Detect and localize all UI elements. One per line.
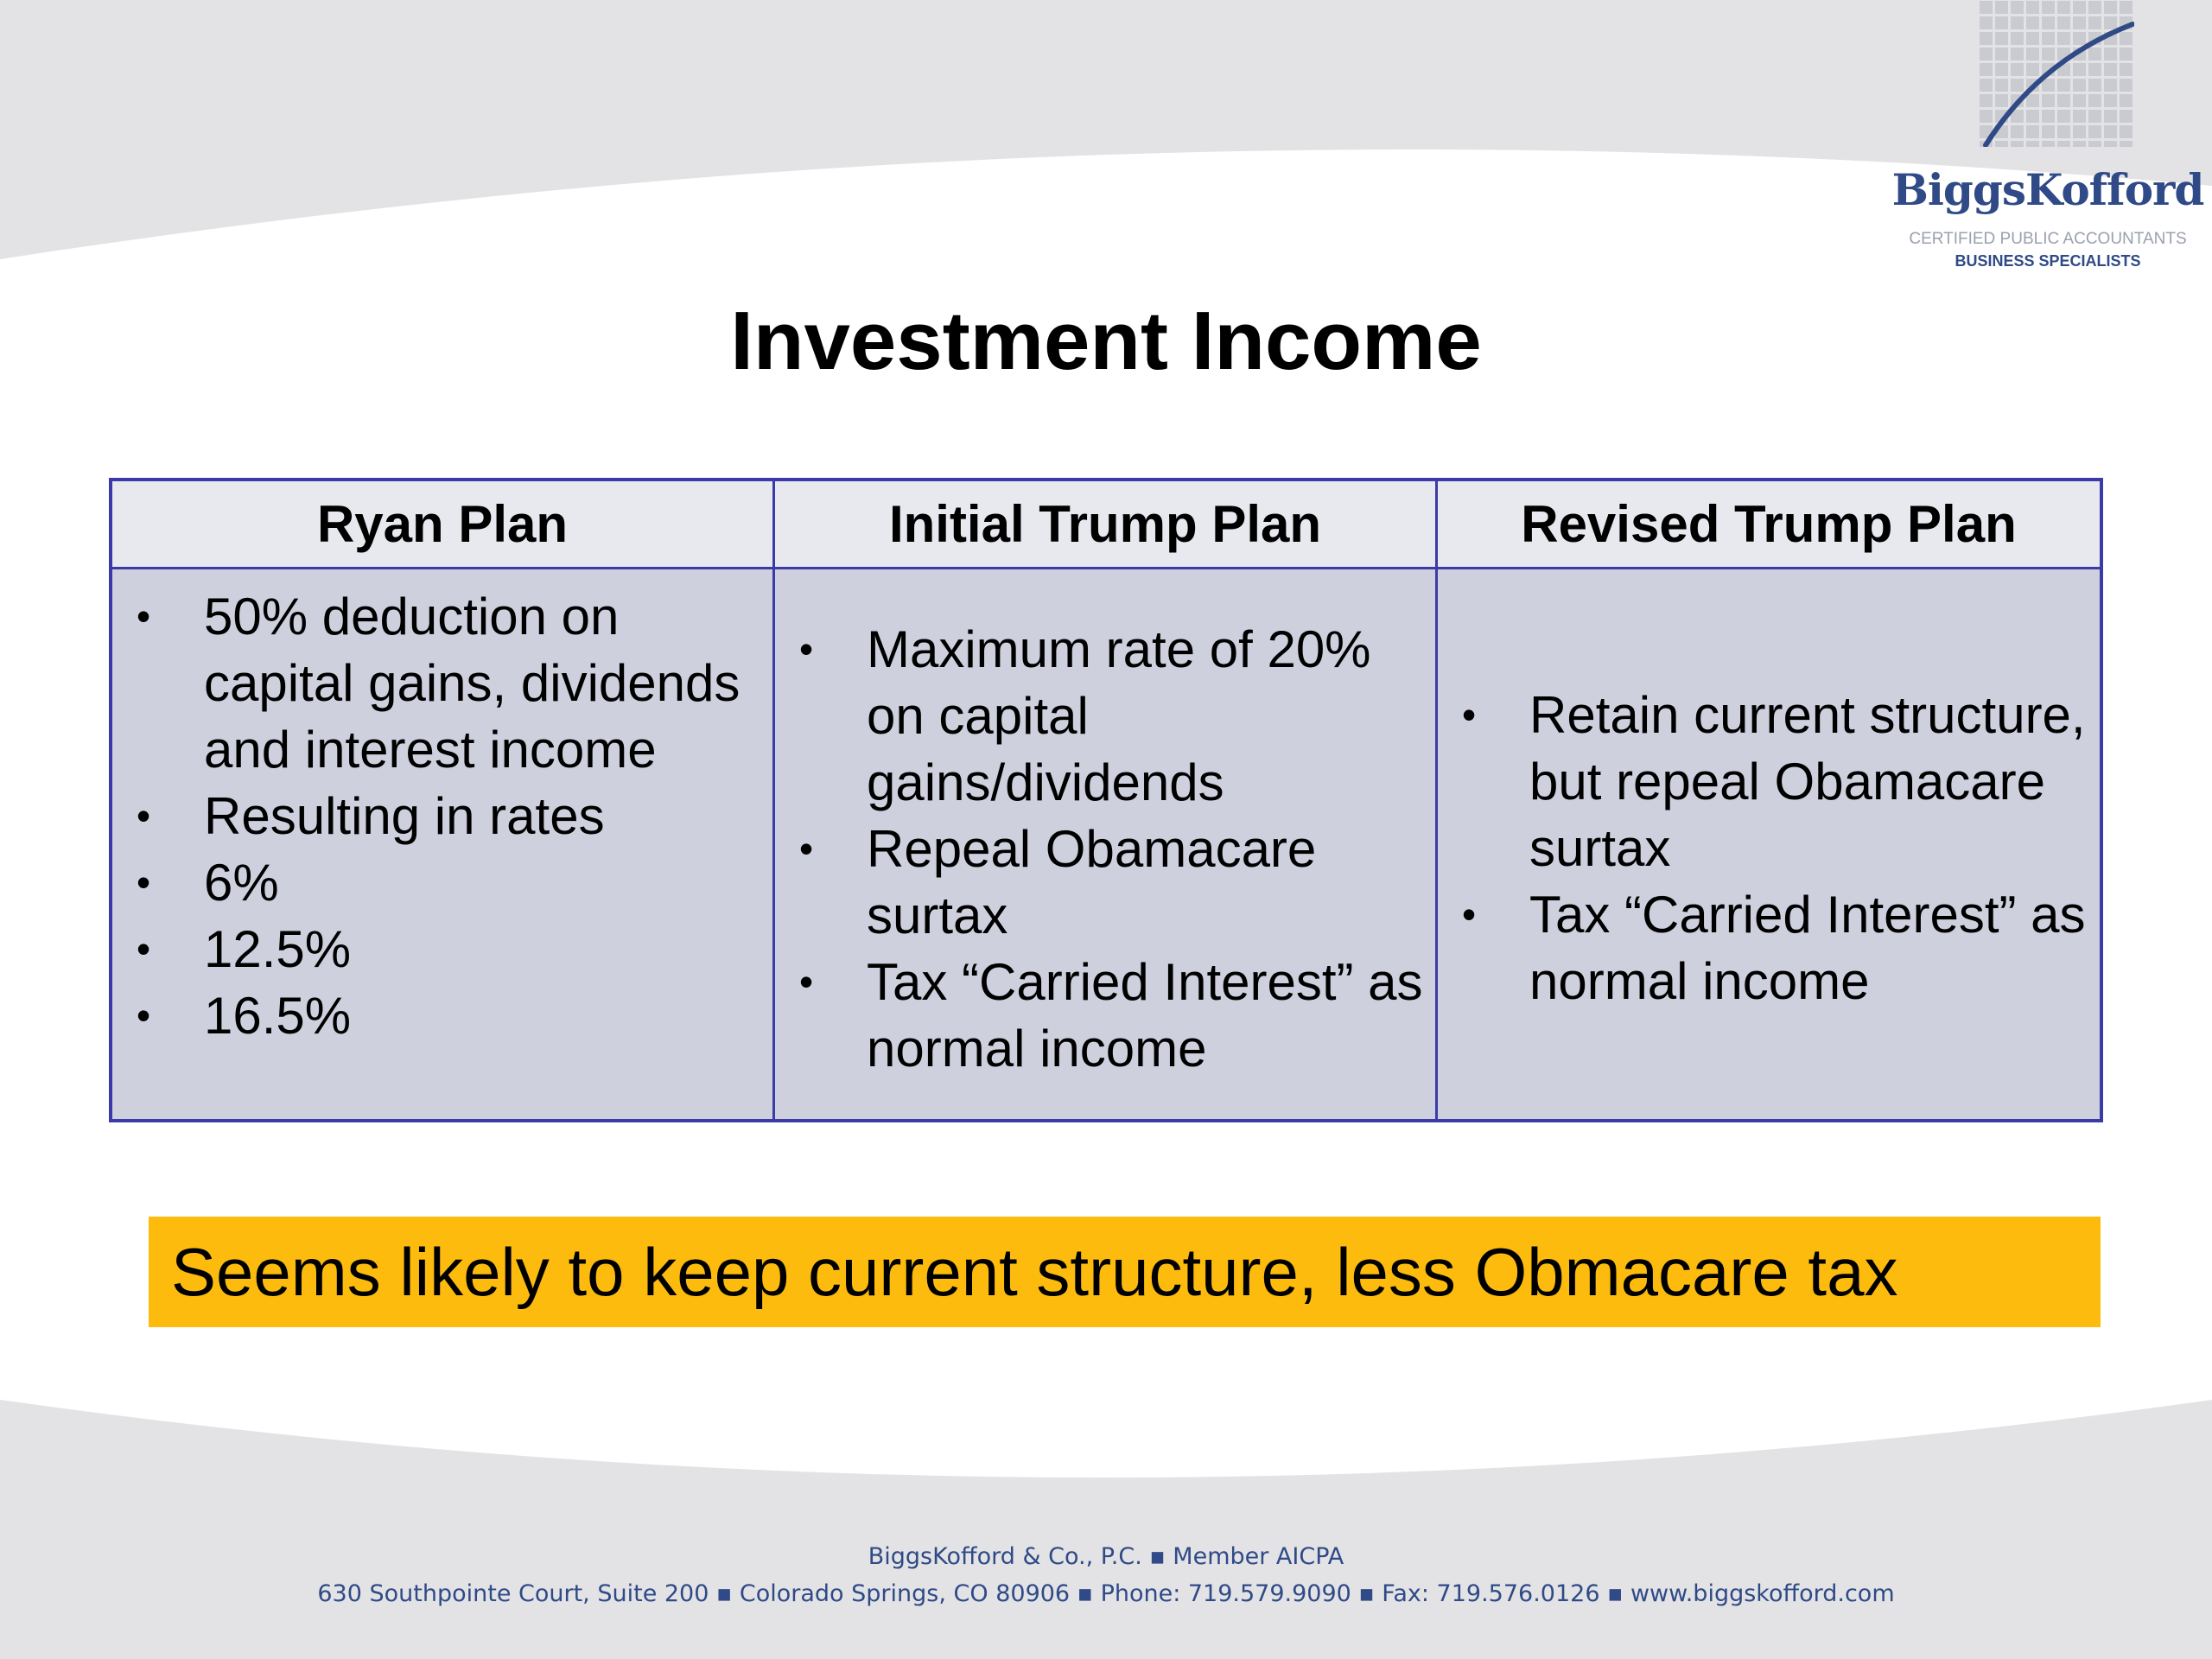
bullet-icon: • xyxy=(137,793,151,838)
list-item: • Tax “Carried Interest” as normal income xyxy=(867,949,1428,1082)
list-item: • 50% deduction on capital gains, dividends and interest income xyxy=(204,583,766,783)
plan-comparison-table xyxy=(109,478,2103,1122)
ryan-plan-cell xyxy=(112,569,775,1119)
company-logo xyxy=(1884,0,2212,276)
logo-grid-icon xyxy=(1979,0,2134,147)
footer-swoosh xyxy=(0,1382,2212,1659)
sub-list-item: • 12.5% xyxy=(93,916,766,982)
bullet-icon: • xyxy=(1462,692,1477,737)
logo-subtagline: BUSINESS SPECIALISTS xyxy=(1955,252,2141,270)
sub-list-item: • 6% xyxy=(93,849,766,916)
logo-tagline: CERTIFIED PUBLIC ACCOUNTANTS xyxy=(1909,230,2187,248)
bullet-icon: • xyxy=(137,993,151,1038)
bullet-icon: • xyxy=(137,594,151,639)
sub-list-item: • 16.5% xyxy=(93,982,766,1049)
footer-company-line: BiggsKofford & Co., P.C. ▪ Member AICPA xyxy=(868,1543,1344,1570)
bullet-icon: • xyxy=(799,826,814,871)
initial-trump-plan-bullets xyxy=(799,616,1428,1082)
revised-trump-plan-bullets xyxy=(1462,682,2091,1014)
bullet-icon: • xyxy=(137,926,151,971)
ryan-plan-bullets xyxy=(137,583,766,1049)
bullet-icon: • xyxy=(1462,892,1477,937)
conclusion-banner: Seems likely to keep current structure, less Obmacare tax xyxy=(149,1217,2101,1327)
column-header-ryan-plan: Ryan Plan xyxy=(112,481,775,569)
revised-trump-plan-cell xyxy=(1438,569,2100,1119)
list-item: • Maximum rate of 20% on capital gains/dividends xyxy=(867,616,1428,816)
bullet-icon: • xyxy=(799,626,814,671)
bullet-icon: • xyxy=(137,860,151,905)
list-item: • Repeal Obamacare surtax xyxy=(867,816,1428,949)
list-item: • Resulting in rates • 6% • 12.5% • 16.5% xyxy=(204,783,766,1049)
list-item: • Retain current structure, but repeal Obamacare surtax xyxy=(1529,682,2091,881)
column-header-initial-trump-plan: Initial Trump Plan xyxy=(775,481,1438,569)
initial-trump-plan-cell xyxy=(775,569,1438,1119)
logo-wordmark: BiggsKofford xyxy=(1891,164,2204,215)
footer-contact-line: 630 Southpointe Court, Suite 200 ▪ Colorado Springs, CO 80906 ▪ Phone: 719.579.9090 ▪ Fax: 719.576.0126 ▪ www.biggskofford.com xyxy=(317,1580,1895,1607)
rates-sublist xyxy=(137,849,766,1049)
slide-title: Investment Income xyxy=(730,295,1482,387)
header-swoosh xyxy=(0,0,2212,285)
bullet-icon: • xyxy=(799,959,814,1004)
column-header-revised-trump-plan: Revised Trump Plan xyxy=(1438,481,2100,569)
list-item: • Tax “Carried Interest” as normal income xyxy=(1529,881,2091,1014)
